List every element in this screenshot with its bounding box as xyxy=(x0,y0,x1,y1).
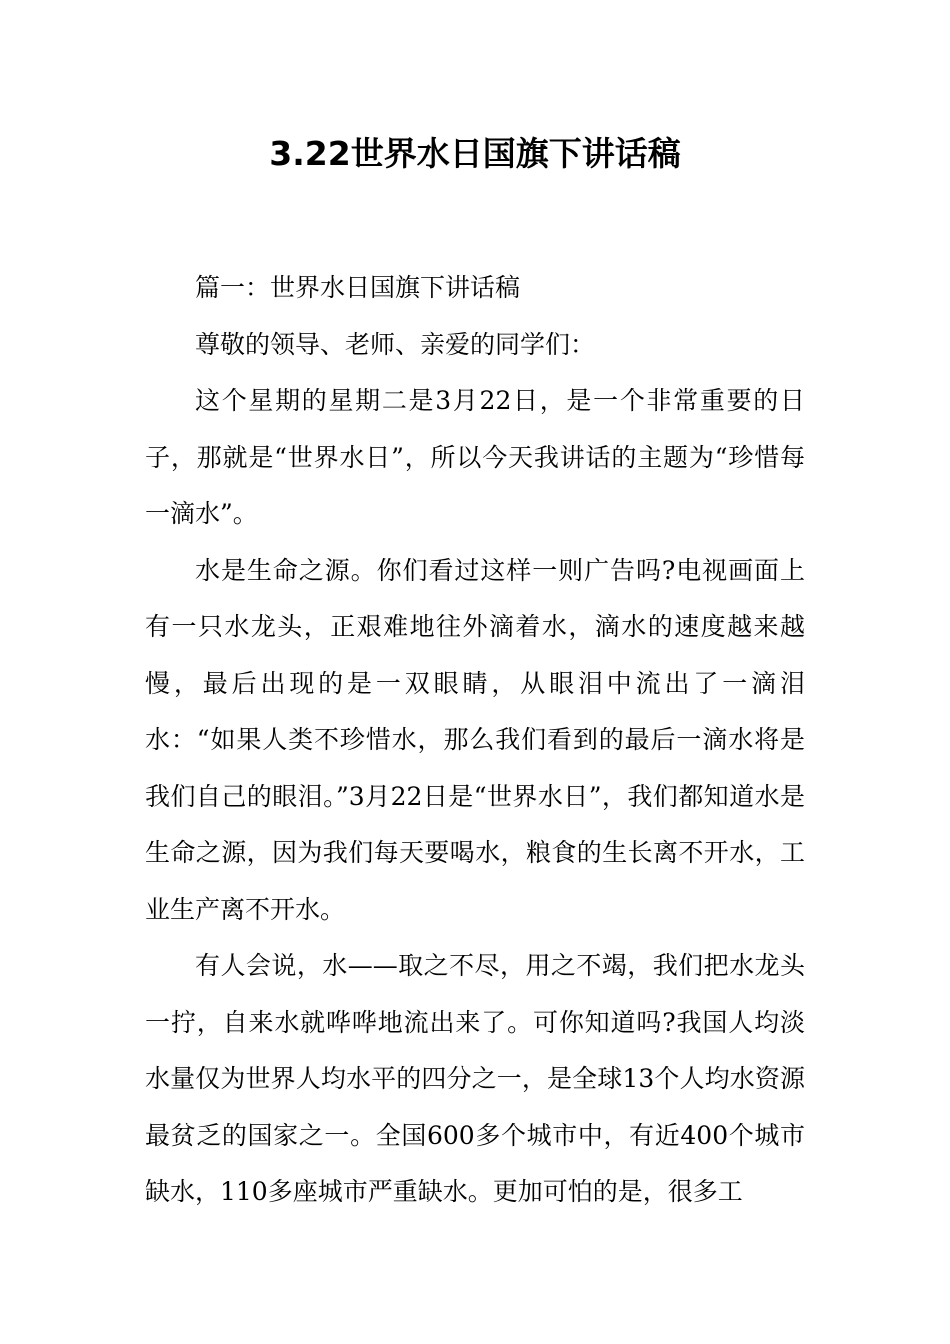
paragraph: 这个星期的星期二是3月22日，是一个非常重要的日子，那就是“世界水日”，所以今天我讲话的主题为“珍惜每一滴水”。 xyxy=(145,386,805,528)
document-title: 3.22世界水日国旗下讲话稿 xyxy=(269,134,681,173)
paragraph-salutation: 尊敬的领导、老师、亲爱的同学们： xyxy=(195,329,596,359)
paragraph: 水是生命之源。你们看过这样一则广告吗?电视画面上有一只水龙头，正艰难地往外滴着水，滴水的速度越来越慢，最后出现的是一双眼睛，从眼泪中流出了一滴泪水：“如果人类不珍惜水，那么我们看到的最后一滴水将是我们自己的眼泪。”3月22日是“世界水日”，我们都知道水是生命之源，因为我们每天要喝水，粮食的生长离不开水，工业生产离不开水。 xyxy=(145,555,805,924)
paragraph: 有人会说，水——取之不尽，用之不竭，我们把水龙头一拧，自来水就哗哗地流出来了。可你知道吗?我国人均淡水量仅为世界人均水平的四分之一，是全球13个人均水资源最贫乏的国家之一。全国600多个城市中，有近400个城市缺水，110多座城市严重缺水。更加可怕的是，很多工 xyxy=(145,951,805,1206)
paragraph-heading: 篇一：世界水日国旗下讲话稿 xyxy=(195,273,521,302)
document-body xyxy=(145,260,805,1221)
